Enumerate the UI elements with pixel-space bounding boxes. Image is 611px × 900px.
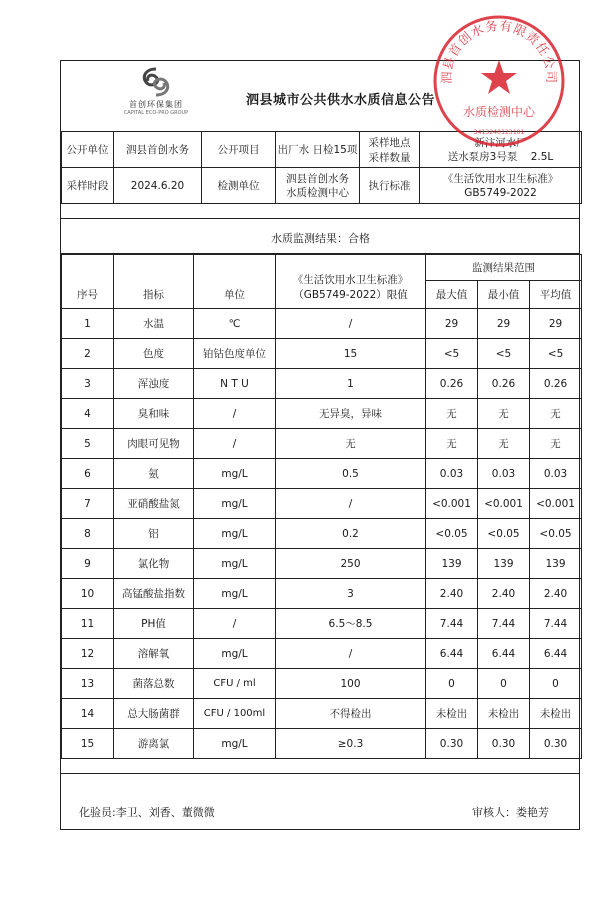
cell-min: 139 — [478, 549, 530, 579]
cell-min: <5 — [478, 339, 530, 369]
cell-unit: / — [194, 429, 276, 459]
header-limit — [276, 255, 426, 309]
notice-sheet — [60, 60, 580, 830]
header-seq: 序号 — [62, 255, 114, 309]
cell-max: <0.001 — [426, 489, 478, 519]
cell-avg: 29 — [530, 309, 582, 339]
cell-min: 无 — [478, 399, 530, 429]
cell-avg: 0.26 — [530, 369, 582, 399]
cell-unit: mg/L — [194, 489, 276, 519]
cell-avg: 0.30 — [530, 729, 582, 759]
cell-avg: <0.001 — [530, 489, 582, 519]
table-row — [62, 519, 582, 549]
cell-max: 0.03 — [426, 459, 478, 489]
header-min: 最小值 — [478, 281, 530, 309]
cell-min: 无 — [478, 429, 530, 459]
table-row — [62, 579, 582, 609]
cell-avg: 未检出 — [530, 699, 582, 729]
signature-footer — [61, 773, 579, 829]
cell-limit: / — [276, 309, 426, 339]
info-row — [62, 168, 582, 204]
cell-limit: 无异臭，异味 — [276, 399, 426, 429]
cell-unit: CFU / 100ml — [194, 699, 276, 729]
cell-avg: 6.44 — [530, 639, 582, 669]
table-row — [62, 639, 582, 669]
info-value-line: 《生活饮用水卫生标准》 — [442, 172, 559, 185]
header-avg: 平均值 — [530, 281, 582, 309]
header-range: 监测结果范围 — [426, 255, 582, 281]
info-value — [276, 168, 360, 204]
page-title: 泗县城市公共供水水质信息公告 — [246, 93, 436, 108]
star-icon — [481, 60, 517, 94]
seal-code: 3413240123101 — [473, 128, 525, 136]
cell-unit: mg/L — [194, 729, 276, 759]
results-table — [61, 254, 582, 759]
cell-avg: 0 — [530, 669, 582, 699]
header-unit: 单位 — [194, 255, 276, 309]
cell-seq: 7 — [62, 489, 114, 519]
info-label-line: 采样数量 — [368, 151, 411, 164]
cell-avg: 7.44 — [530, 609, 582, 639]
swirl-logo-icon — [139, 67, 173, 97]
cell-item: 氯化物 — [114, 549, 194, 579]
info-value: 2024.6.20 — [114, 168, 202, 204]
cell-min: 29 — [478, 309, 530, 339]
cell-min: 7.44 — [478, 609, 530, 639]
cell-min: 6.44 — [478, 639, 530, 669]
header-limit-line: （GB5749-2022）限值 — [293, 289, 408, 301]
cell-limit: 6.5～8.5 — [276, 609, 426, 639]
cell-min: 0.30 — [478, 729, 530, 759]
table-row — [62, 399, 582, 429]
cell-seq: 5 — [62, 429, 114, 459]
cell-max: 7.44 — [426, 609, 478, 639]
table-row — [62, 669, 582, 699]
cell-min: 0.26 — [478, 369, 530, 399]
info-label: 公开单位 — [62, 132, 114, 168]
cell-unit: mg/L — [194, 639, 276, 669]
cell-min: 2.40 — [478, 579, 530, 609]
cell-unit: ℃ — [194, 309, 276, 339]
cell-seq: 10 — [62, 579, 114, 609]
cell-seq: 12 — [62, 639, 114, 669]
info-label: 公开项目 — [202, 132, 276, 168]
cell-seq: 13 — [62, 669, 114, 699]
info-value-line: 水质检测中心 — [286, 186, 349, 199]
info-value: 出厂水 日检15项 — [276, 132, 360, 168]
cell-avg: 2.40 — [530, 579, 582, 609]
cell-unit: / — [194, 609, 276, 639]
cell-max: 0.26 — [426, 369, 478, 399]
seal-inner-text: 水质检测中心 — [462, 105, 536, 119]
cell-limit: 100 — [276, 669, 426, 699]
cell-limit: 0.5 — [276, 459, 426, 489]
cell-seq: 8 — [62, 519, 114, 549]
cell-limit: 0.2 — [276, 519, 426, 549]
table-row — [62, 339, 582, 369]
reviewer: 审核人：娄艳芳 — [472, 806, 549, 819]
info-label: 采样时段 — [62, 168, 114, 204]
cell-limit: 无 — [276, 429, 426, 459]
cell-seq: 9 — [62, 549, 114, 579]
info-value: 泗县首创水务 — [114, 132, 202, 168]
info-value-part: 送水泵房3号泵 — [447, 150, 518, 163]
cell-max: 无 — [426, 399, 478, 429]
cell-seq: 3 — [62, 369, 114, 399]
cell-avg: 0.03 — [530, 459, 582, 489]
cell-item: 铝 — [114, 519, 194, 549]
cell-item: 臭和味 — [114, 399, 194, 429]
cell-limit: 1 — [276, 369, 426, 399]
cell-limit: ≥0.3 — [276, 729, 426, 759]
status-text: 水质监测结果：合格 — [271, 232, 370, 245]
cell-limit: 250 — [276, 549, 426, 579]
cell-seq: 2 — [62, 339, 114, 369]
info-label: 执行标准 — [360, 168, 420, 204]
info-value-line: 泗县首创水务 — [286, 172, 349, 185]
cell-limit: / — [276, 489, 426, 519]
info-label — [360, 132, 420, 168]
info-label: 检测单位 — [202, 168, 276, 204]
cell-unit: mg/L — [194, 549, 276, 579]
cell-min: <0.05 — [478, 519, 530, 549]
cell-item: 高锰酸盐指数 — [114, 579, 194, 609]
cell-item: 肉眼可见物 — [114, 429, 194, 459]
logo-subtitle: CAPITAL ECO-PRO GROUP — [123, 110, 189, 116]
cell-item: 菌落总数 — [114, 669, 194, 699]
cell-unit: mg/L — [194, 519, 276, 549]
info-value-line: GB5749-2022 — [464, 186, 537, 199]
cell-max: 29 — [426, 309, 478, 339]
cell-max: 无 — [426, 429, 478, 459]
info-label-line: 采样地点 — [368, 136, 411, 149]
cell-max: <0.05 — [426, 519, 478, 549]
cell-unit: mg/L — [194, 459, 276, 489]
cell-seq: 4 — [62, 399, 114, 429]
cell-item: PH值 — [114, 609, 194, 639]
cell-item: 氨 — [114, 459, 194, 489]
company-logo — [111, 67, 201, 123]
table-row — [62, 459, 582, 489]
cell-item: 亚硝酸盐氮 — [114, 489, 194, 519]
cell-max: 139 — [426, 549, 478, 579]
cell-limit: 15 — [276, 339, 426, 369]
cell-unit: N T U — [194, 369, 276, 399]
table-row — [62, 369, 582, 399]
cell-min: 0 — [478, 669, 530, 699]
cell-item: 总大肠菌群 — [114, 699, 194, 729]
cell-unit: mg/L — [194, 579, 276, 609]
header-item: 指标 — [114, 255, 194, 309]
cell-seq: 6 — [62, 459, 114, 489]
cell-item: 溶解氧 — [114, 639, 194, 669]
cell-max: 0.30 — [426, 729, 478, 759]
cell-avg: 无 — [530, 399, 582, 429]
table-row — [62, 549, 582, 579]
results-body — [62, 309, 582, 759]
result-status — [61, 218, 579, 254]
cell-avg: <5 — [530, 339, 582, 369]
table-row — [62, 699, 582, 729]
cell-item: 水温 — [114, 309, 194, 339]
seal-outer-text: 泗县首创水务有限责任公司 — [438, 17, 560, 85]
logo-name: 首创环保集团 — [129, 100, 183, 109]
testers: 化验员:李卫、刘香、董微微 — [79, 806, 215, 819]
cell-limit: / — [276, 639, 426, 669]
official-seal-stamp — [430, 12, 568, 150]
cell-max: 未检出 — [426, 699, 478, 729]
cell-seq: 14 — [62, 699, 114, 729]
cell-limit: 3 — [276, 579, 426, 609]
header-row — [62, 255, 582, 281]
table-row — [62, 309, 582, 339]
cell-max: 0 — [426, 669, 478, 699]
cell-avg: 139 — [530, 549, 582, 579]
cell-item: 色度 — [114, 339, 194, 369]
table-row — [62, 429, 582, 459]
table-row — [62, 609, 582, 639]
cell-unit: CFU / ml — [194, 669, 276, 699]
header-max: 最大值 — [426, 281, 478, 309]
cell-seq: 11 — [62, 609, 114, 639]
cell-seq: 15 — [62, 729, 114, 759]
info-value — [420, 168, 582, 204]
info-value-part: 2.5L — [530, 150, 554, 163]
cell-item: 浑浊度 — [114, 369, 194, 399]
cell-avg: 无 — [530, 429, 582, 459]
cell-item: 游离氯 — [114, 729, 194, 759]
header-limit-line: 《生活饮用水卫生标准》 — [292, 274, 409, 286]
cell-unit: 铂钴色度单位 — [194, 339, 276, 369]
cell-max: 2.40 — [426, 579, 478, 609]
info-value-line — [420, 150, 581, 164]
cell-limit: 不得检出 — [276, 699, 426, 729]
cell-unit: / — [194, 399, 276, 429]
cell-avg: <0.05 — [530, 519, 582, 549]
cell-min: <0.001 — [478, 489, 530, 519]
cell-max: 6.44 — [426, 639, 478, 669]
cell-seq: 1 — [62, 309, 114, 339]
table-row — [62, 729, 582, 759]
table-row — [62, 489, 582, 519]
cell-min: 0.03 — [478, 459, 530, 489]
cell-min: 未检出 — [478, 699, 530, 729]
cell-max: <5 — [426, 339, 478, 369]
info-value-line: 新汴河水厂 — [474, 136, 527, 149]
